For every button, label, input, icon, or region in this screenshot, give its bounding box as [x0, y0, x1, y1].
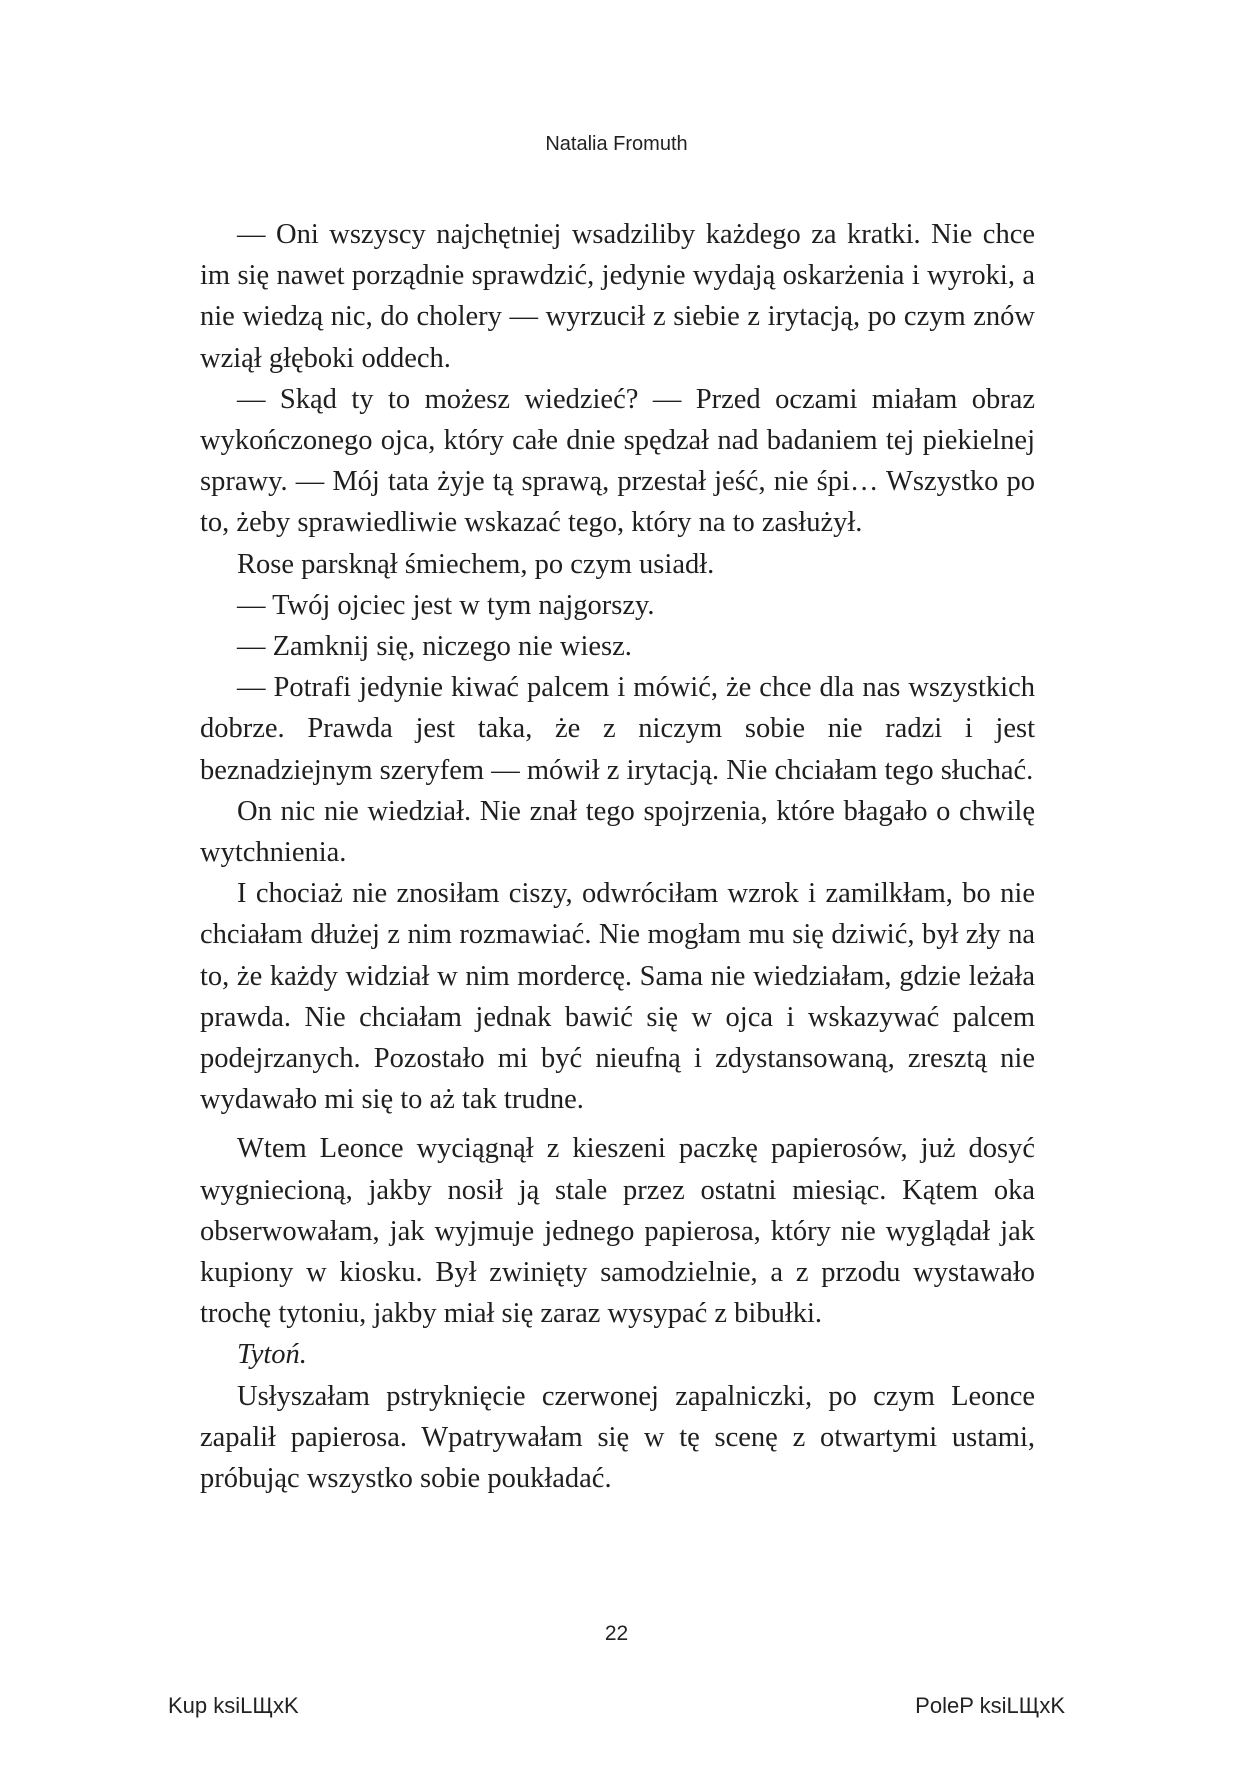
paragraph: — Oni wszyscy najchętniej wsadziliby każdego za kratki. Nie chce im się nawet porządnie sprawdzić, jedynie wydają oskarżenia i wyroki, a nie wiedzą nic, do cholery — wyrzucił z siebie z irytacją, po czym znów wziął głęboki oddech.	[200, 219, 1035, 374]
paragraph-italic	[200, 1334, 1035, 1375]
paragraph: — Potrafi jedynie kiwać palcem i mówić, że chce dla nas wszystkich dobrze. Prawda jest taka, że z niczym sobie nie radzi i jest beznadziejnym szeryfem — mówił z irytacją. Nie chciałam tego słuchać.	[200, 672, 1035, 786]
recommend-book-link[interactable]: PoleP ksiLЩxK	[915, 1693, 1065, 1718]
paragraph: On nic nie wiedział. Nie znał tego spojrzenia, które błagało o chwilę wytchnienia.	[200, 795, 1035, 869]
italic-word: Tytoń.	[237, 1339, 307, 1371]
paragraph: I chociaż nie znosiłam ciszy, odwróciłam wzrok i zamilkłam, bo nie chciałam dłużej z nim rozmawiać. Nie mogłam mu się dziwić, był zły na to, że każdy widział w nim mordercę. Sama nie wiedziałam, gdzie leżała prawda. Nie chciałam jednak bawić się w ojca i wskazywać palcem podejrzanych. Pozostało mi być nieufną i zdystansowaną, zresztą nie wydawało mi się to aż tak trudne.	[200, 878, 1035, 1116]
paragraph: Rose parsknął śmiechem, po czym usiadł.	[237, 548, 715, 580]
paragraph: — Twój ojciec jest w tym najgorszy.	[237, 589, 655, 621]
running-head-author: Natalia Fromuth	[545, 133, 688, 155]
paragraph: Usłyszałam pstryknięcie czerwonej zapalniczki, po czym Leonce zapalił papierosa. Wpatrywałam się w tę scenę z otwartymi ustami, próbując wszystko sobie poukładać.	[200, 1380, 1035, 1495]
paragraph: — Zamknij się, niczego nie wiesz.	[237, 631, 632, 663]
buy-book-link[interactable]: Kup ksiLЩxK	[168, 1693, 299, 1718]
body-text	[200, 214, 1035, 1499]
paragraph: — Skąd ty to możesz wiedzieć? — Przed oczami miałam obraz wykończonego ojca, który całe dnie spędzał nad badaniem tej piekielnej sprawy. — Mój tata żyje tą sprawą, przestał jeść, nie śpi… Wszystko po to, żeby sprawiedliwie wskazać tego, który na to zasłużył.	[200, 383, 1035, 539]
paragraph: Wtem Leonce wyciągnął z kieszeni paczkę papierosów, już dosyć wygniecioną, jakby nosił ją stale przez ostatni miesiąc. Kątem oka obserwowałam, jak wyjmuje jednego papierosa, który nie wyglądał jak kupiony w kiosku. Był zwinięty samodzielnie, a z przodu wystawało trochę tytoniu, jakby miał się zaraz wysypać z bibułki.	[200, 1133, 1035, 1330]
page-number: 22	[604, 1622, 629, 1645]
